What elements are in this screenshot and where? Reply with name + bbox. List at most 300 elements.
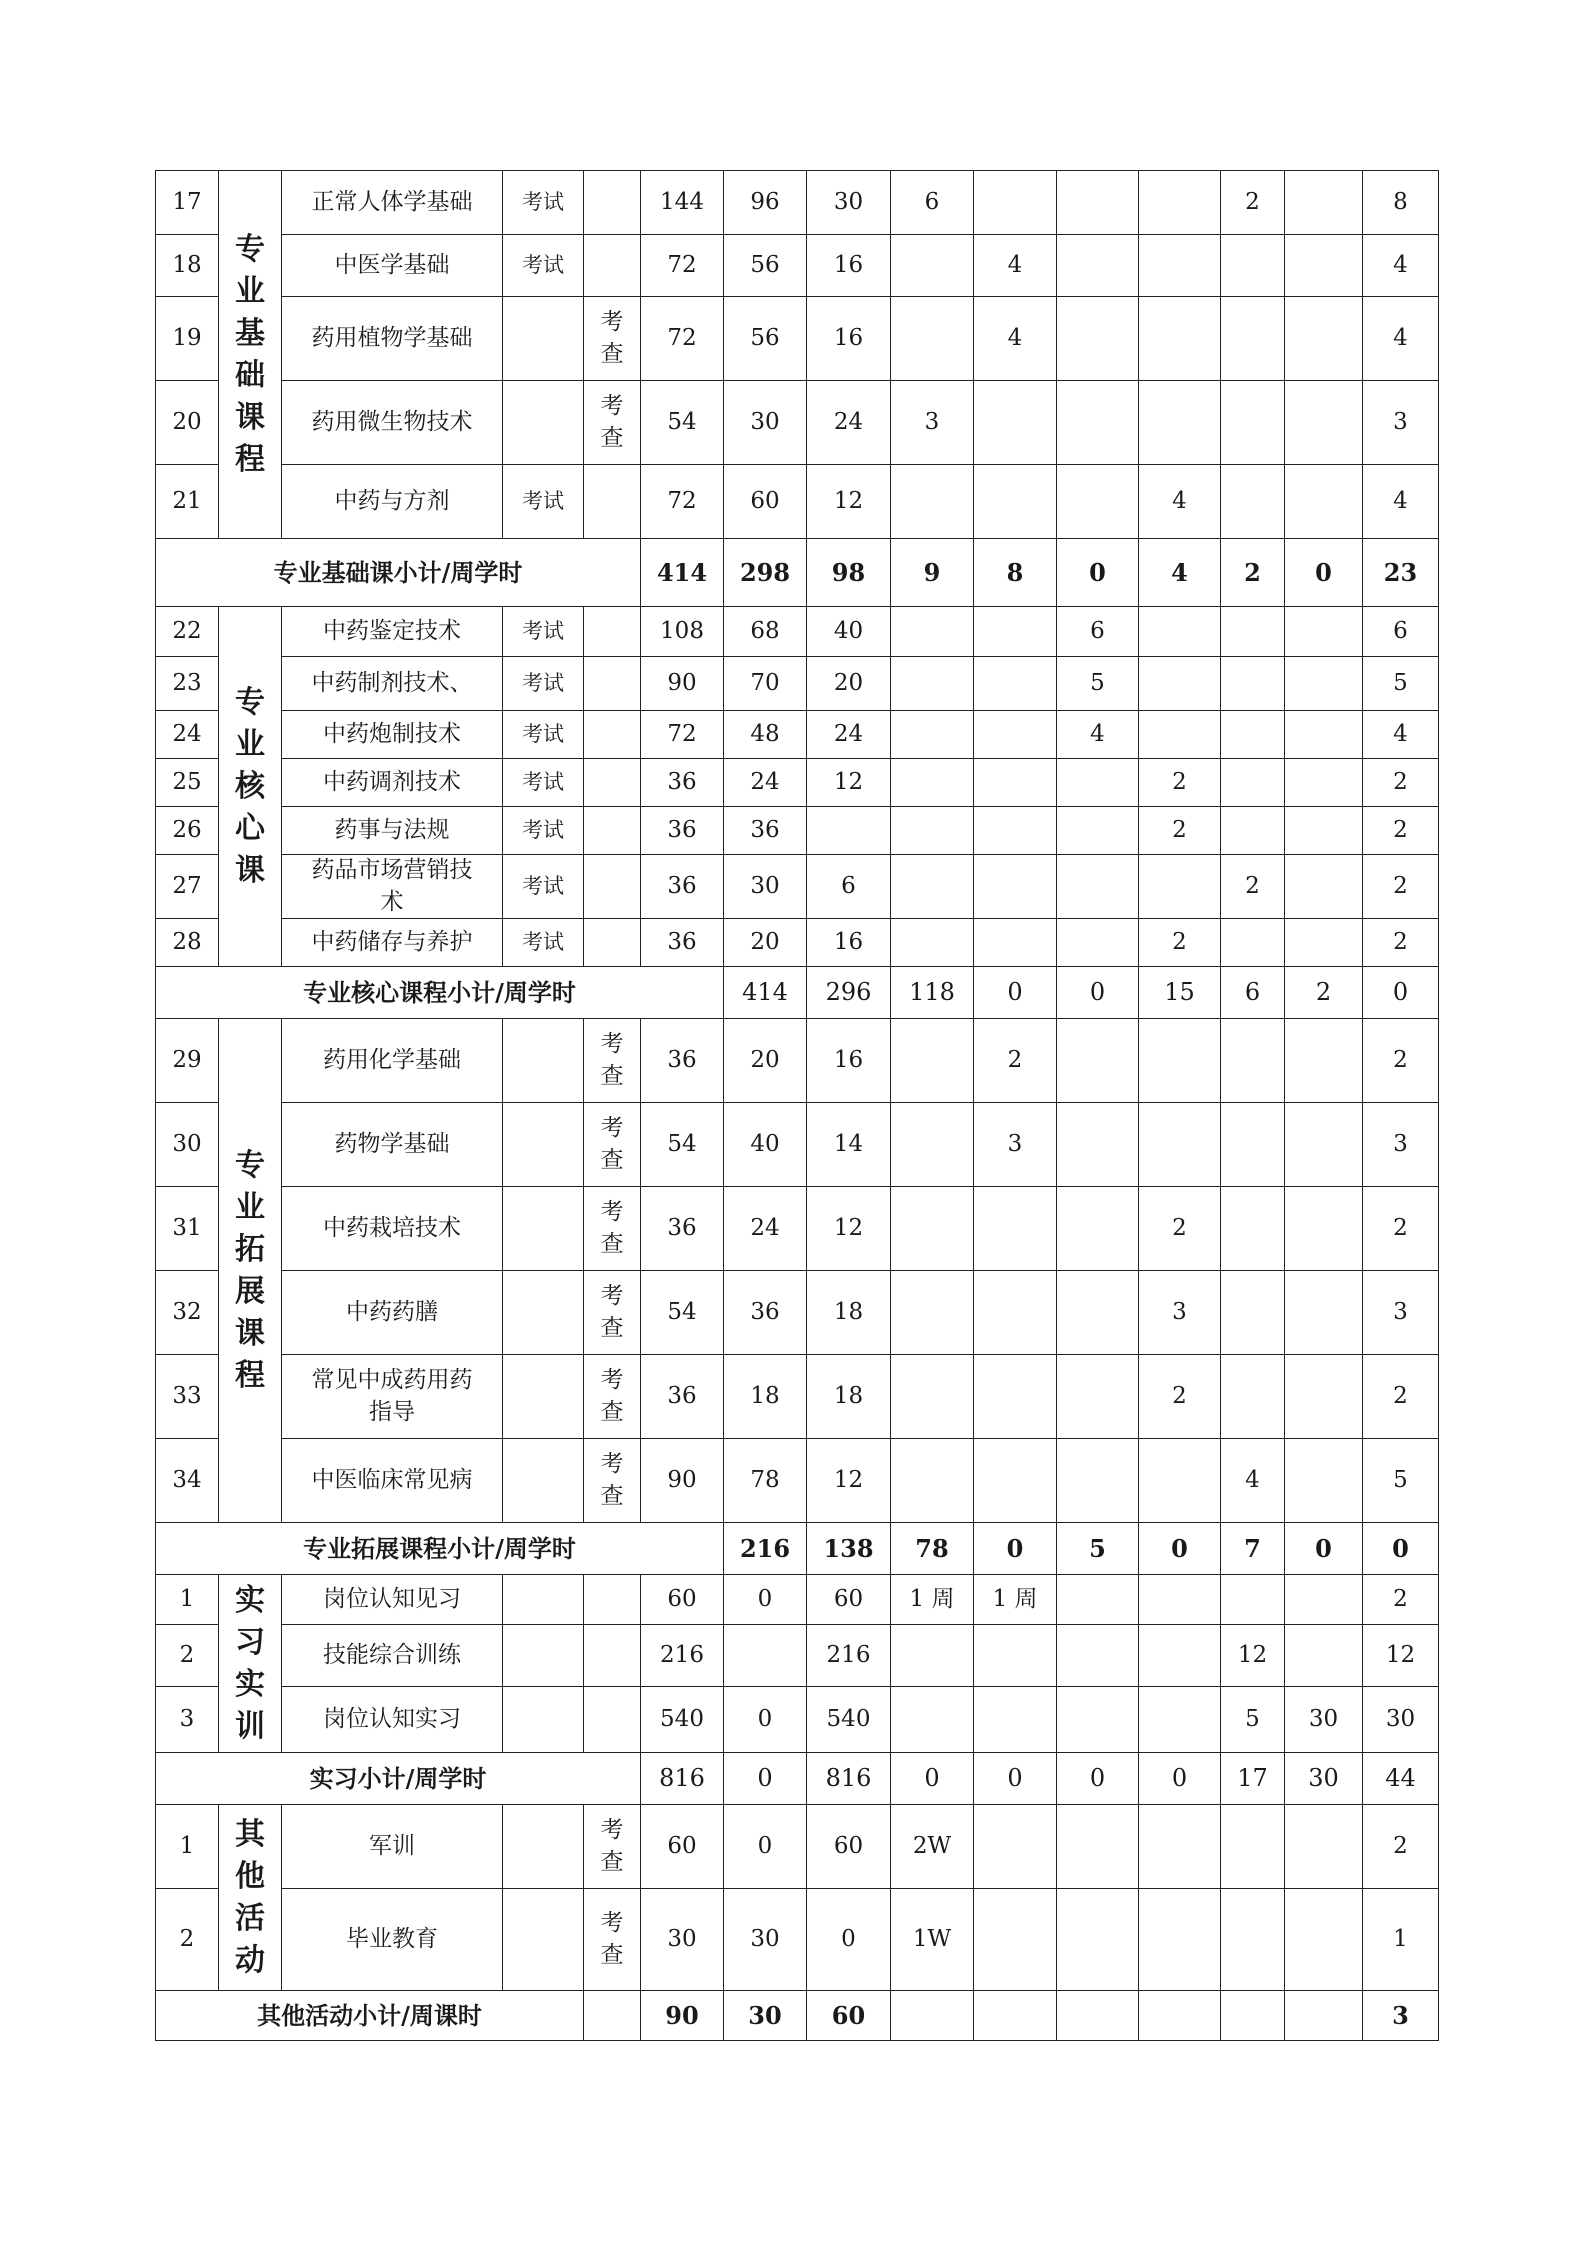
subtotal-value: 7 — [1221, 1523, 1285, 1575]
value-cell — [1285, 465, 1363, 539]
value-cell — [1057, 1575, 1139, 1625]
value-cell — [1057, 759, 1139, 807]
check-type-char: 考 — [600, 393, 624, 420]
course-name: 军训 — [282, 1805, 503, 1889]
row-number: 1 — [156, 1575, 219, 1625]
subtotal-value: 816 — [641, 1753, 724, 1805]
table-row — [156, 465, 1439, 539]
value-cell — [891, 711, 974, 759]
exam-type: 考试 — [503, 759, 584, 807]
subtotal-value: 2 — [1221, 539, 1285, 607]
row-number: 30 — [156, 1103, 219, 1187]
subtotal-label: 专业基础课小计/周学时 — [156, 539, 641, 607]
check-type-char: 查 — [600, 1062, 624, 1089]
value-cell: 48 — [724, 711, 807, 759]
value-cell — [1139, 1575, 1221, 1625]
exam-type: 考试 — [503, 465, 584, 539]
value-cell: 2 — [1363, 1019, 1439, 1103]
value-cell: 60 — [641, 1805, 724, 1889]
value-cell — [1057, 297, 1139, 381]
row-number: 29 — [156, 1019, 219, 1103]
value-cell: 36 — [641, 807, 724, 855]
subtotal-value: 414 — [724, 967, 807, 1019]
subtotal-value — [891, 1991, 974, 2041]
value-cell: 3 — [891, 381, 974, 465]
value-cell: 2 — [1221, 171, 1285, 235]
value-cell — [1285, 1889, 1363, 1991]
exam-type — [503, 1625, 584, 1687]
value-cell — [1139, 1805, 1221, 1889]
value-cell — [1057, 1625, 1139, 1687]
table-row — [156, 1355, 1439, 1439]
value-cell: 2 — [1139, 759, 1221, 807]
check-type-char: 查 — [600, 340, 624, 367]
course-name: 中医临床常见病 — [282, 1439, 503, 1523]
subtotal-value: 8 — [974, 539, 1057, 607]
course-name-line: 常见中成药用药 — [311, 1367, 473, 1394]
value-cell: 144 — [641, 171, 724, 235]
value-cell — [1221, 919, 1285, 967]
check-type-char: 查 — [600, 1230, 624, 1257]
value-cell — [1285, 759, 1363, 807]
value-cell: 3 — [1363, 1103, 1439, 1187]
group-title-char: 其 — [235, 1816, 265, 1852]
value-cell: 216 — [641, 1625, 724, 1687]
check-type — [584, 919, 641, 967]
subtotal-value: 78 — [891, 1523, 974, 1575]
value-cell — [1221, 381, 1285, 465]
subtotal-value: 0 — [1139, 1523, 1221, 1575]
course-name: 药事与法规 — [282, 807, 503, 855]
row-number: 19 — [156, 297, 219, 381]
check-type-char: 查 — [600, 1398, 624, 1425]
subtotal-label: 专业拓展课程小计/周学时 — [156, 1523, 724, 1575]
subtotal-row — [156, 1523, 1439, 1575]
course-name: 岗位认知见习 — [282, 1575, 503, 1625]
check-type — [584, 381, 641, 465]
value-cell: 70 — [724, 657, 807, 711]
group-title — [219, 1805, 282, 1991]
check-type — [584, 855, 641, 919]
value-cell — [974, 465, 1057, 539]
value-cell: 36 — [641, 759, 724, 807]
value-cell — [974, 1805, 1057, 1889]
subtotal-value: 3 — [1363, 1991, 1439, 2041]
subtotal-value — [1057, 1991, 1139, 2041]
group-title-char: 业 — [235, 273, 265, 309]
subtotal-value: 138 — [807, 1523, 891, 1575]
subtotal-value: 0 — [974, 967, 1057, 1019]
course-name: 中药炮制技术 — [282, 711, 503, 759]
value-cell: 2 — [974, 1019, 1057, 1103]
value-cell: 36 — [641, 855, 724, 919]
course-name: 中药与方剂 — [282, 465, 503, 539]
value-cell — [1221, 1103, 1285, 1187]
group-title-char: 程 — [235, 1357, 265, 1393]
check-type — [584, 1575, 641, 1625]
value-cell — [1221, 807, 1285, 855]
check-type-char: 查 — [600, 1941, 624, 1968]
value-cell — [1285, 1575, 1363, 1625]
check-type-char: 考 — [600, 1451, 624, 1478]
group-title-char: 专 — [235, 231, 265, 267]
subtotal-value — [1139, 1991, 1221, 2041]
subtotal-value: 0 — [724, 1753, 807, 1805]
value-cell: 2 — [1139, 807, 1221, 855]
subtotal-value: 4 — [1139, 539, 1221, 607]
course-name: 中药药膳 — [282, 1271, 503, 1355]
value-cell — [1285, 1271, 1363, 1355]
group-title-char: 核 — [235, 768, 265, 804]
value-cell: 2 — [1363, 759, 1439, 807]
check-type-char: 考 — [600, 1031, 624, 1058]
value-cell — [891, 235, 974, 297]
value-cell: 36 — [641, 1019, 724, 1103]
row-number: 31 — [156, 1187, 219, 1271]
value-cell — [891, 1625, 974, 1687]
subtotal-value: 5 — [1057, 1523, 1139, 1575]
value-cell: 12 — [807, 465, 891, 539]
value-cell: 4 — [974, 297, 1057, 381]
table-row — [156, 657, 1439, 711]
group-title-char: 课 — [235, 1315, 265, 1351]
value-cell: 16 — [807, 235, 891, 297]
value-cell: 2W — [891, 1805, 974, 1889]
table-row — [156, 235, 1439, 297]
course-name: 技能综合训练 — [282, 1625, 503, 1687]
group-title-char: 专 — [235, 1147, 265, 1183]
check-type-char: 查 — [600, 1146, 624, 1173]
check-type-char: 考 — [600, 309, 624, 336]
row-number: 25 — [156, 759, 219, 807]
value-cell — [974, 1889, 1057, 1991]
subtotal-value: 296 — [807, 967, 891, 1019]
value-cell — [1285, 657, 1363, 711]
subtotal-value: 118 — [891, 967, 974, 1019]
value-cell — [1221, 1271, 1285, 1355]
group-title — [219, 171, 282, 539]
value-cell — [974, 1439, 1057, 1523]
value-cell: 12 — [807, 1439, 891, 1523]
value-cell — [974, 759, 1057, 807]
value-cell — [1285, 807, 1363, 855]
row-number: 2 — [156, 1625, 219, 1687]
value-cell: 12 — [807, 759, 891, 807]
row-number: 32 — [156, 1271, 219, 1355]
subtotal-row — [156, 1991, 1439, 2041]
exam-type — [503, 1019, 584, 1103]
exam-type: 考试 — [503, 607, 584, 657]
value-cell: 4 — [1363, 465, 1439, 539]
value-cell: 2 — [1363, 855, 1439, 919]
table-row — [156, 1187, 1439, 1271]
value-cell — [1057, 1889, 1139, 1991]
value-cell — [1285, 171, 1363, 235]
value-cell: 4 — [974, 235, 1057, 297]
value-cell: 6 — [891, 171, 974, 235]
value-cell — [1221, 607, 1285, 657]
group-title — [219, 1019, 282, 1523]
table-row — [156, 1019, 1439, 1103]
value-cell: 36 — [641, 1355, 724, 1439]
value-cell: 12 — [807, 1187, 891, 1271]
value-cell — [1139, 1687, 1221, 1753]
value-cell — [1057, 1271, 1139, 1355]
value-cell — [891, 1019, 974, 1103]
table-row — [156, 919, 1439, 967]
group-title-char: 程 — [235, 441, 265, 477]
check-type-char: 查 — [600, 1314, 624, 1341]
value-cell: 2 — [1139, 919, 1221, 967]
value-cell — [1285, 1625, 1363, 1687]
course-name: 药物学基础 — [282, 1103, 503, 1187]
subtotal-value: 60 — [807, 1991, 891, 2041]
value-cell — [1139, 1625, 1221, 1687]
group-title-char: 专 — [235, 684, 265, 720]
check-type — [584, 465, 641, 539]
check-type — [584, 657, 641, 711]
value-cell: 3 — [1363, 381, 1439, 465]
subtotal-value: 0 — [974, 1753, 1057, 1805]
group-title-char: 课 — [235, 852, 265, 888]
subtotal-value: 30 — [1285, 1753, 1363, 1805]
exam-type — [503, 1187, 584, 1271]
exam-type — [503, 1103, 584, 1187]
check-type-char: 查 — [600, 424, 624, 451]
check-type — [584, 235, 641, 297]
row-number: 24 — [156, 711, 219, 759]
course-name-line: 术 — [380, 888, 404, 915]
subtotal-value: 30 — [724, 1991, 807, 2041]
value-cell — [1139, 297, 1221, 381]
value-cell: 54 — [641, 1271, 724, 1355]
value-cell: 2 — [1363, 1805, 1439, 1889]
value-cell: 16 — [807, 297, 891, 381]
value-cell: 2 — [1139, 1187, 1221, 1271]
value-cell: 16 — [807, 1019, 891, 1103]
value-cell: 1 — [1363, 1889, 1439, 1991]
row-number: 26 — [156, 807, 219, 855]
value-cell — [974, 919, 1057, 967]
value-cell: 40 — [724, 1103, 807, 1187]
value-cell — [1285, 1019, 1363, 1103]
check-type — [584, 759, 641, 807]
value-cell: 20 — [807, 657, 891, 711]
value-cell: 2 — [1221, 855, 1285, 919]
check-type-char: 考 — [600, 1283, 624, 1310]
row-number: 22 — [156, 607, 219, 657]
row-number: 34 — [156, 1439, 219, 1523]
value-cell — [1285, 919, 1363, 967]
value-cell — [1285, 1355, 1363, 1439]
value-cell — [1139, 711, 1221, 759]
subtotal-value: 2 — [1285, 967, 1363, 1019]
check-type — [584, 1019, 641, 1103]
subtotal-value: 0 — [974, 1523, 1057, 1575]
value-cell — [891, 1103, 974, 1187]
course-name: 药用化学基础 — [282, 1019, 503, 1103]
value-cell: 90 — [641, 657, 724, 711]
value-cell — [1221, 657, 1285, 711]
value-cell: 16 — [807, 919, 891, 967]
group-title-char: 课 — [235, 399, 265, 435]
value-cell — [1057, 1187, 1139, 1271]
subtotal-value — [1221, 1991, 1285, 2041]
row-number: 27 — [156, 855, 219, 919]
value-cell: 72 — [641, 465, 724, 539]
value-cell: 12 — [1363, 1625, 1439, 1687]
value-cell: 18 — [724, 1355, 807, 1439]
exam-type: 考试 — [503, 171, 584, 235]
value-cell — [1057, 171, 1139, 235]
value-cell: 30 — [724, 381, 807, 465]
value-cell: 108 — [641, 607, 724, 657]
table-row — [156, 1271, 1439, 1355]
group-title-char: 业 — [235, 1189, 265, 1225]
group-title-char: 展 — [235, 1273, 265, 1309]
group-title — [219, 1575, 282, 1753]
value-cell — [1285, 711, 1363, 759]
value-cell: 5 — [1221, 1687, 1285, 1753]
exam-type — [503, 1889, 584, 1991]
value-cell: 12 — [1221, 1625, 1285, 1687]
exam-type: 考试 — [503, 919, 584, 967]
empty-cell — [584, 1991, 641, 2041]
group-title-char: 训 — [235, 1708, 265, 1744]
value-cell: 18 — [807, 1271, 891, 1355]
value-cell: 14 — [807, 1103, 891, 1187]
course-name-line: 指导 — [369, 1398, 415, 1425]
subtotal-value: 816 — [807, 1753, 891, 1805]
value-cell — [1057, 235, 1139, 297]
value-cell: 36 — [641, 1187, 724, 1271]
table-row — [156, 1575, 1439, 1625]
value-cell — [1139, 1889, 1221, 1991]
group-title-char: 实 — [235, 1582, 265, 1618]
value-cell: 72 — [641, 297, 724, 381]
value-cell: 2 — [1363, 1187, 1439, 1271]
value-cell: 1 周 — [891, 1575, 974, 1625]
value-cell — [974, 807, 1057, 855]
value-cell — [1221, 1575, 1285, 1625]
check-type-char: 考 — [600, 1910, 624, 1937]
value-cell: 0 — [724, 1805, 807, 1889]
value-cell — [1139, 855, 1221, 919]
value-cell — [1057, 1019, 1139, 1103]
value-cell — [1057, 1103, 1139, 1187]
value-cell: 3 — [1363, 1271, 1439, 1355]
value-cell — [1221, 1187, 1285, 1271]
subtotal-value: 98 — [807, 539, 891, 607]
value-cell: 4 — [1363, 235, 1439, 297]
table-row — [156, 1805, 1439, 1889]
table-row — [156, 1625, 1439, 1687]
exam-type: 考试 — [503, 711, 584, 759]
subtotal-value: 9 — [891, 539, 974, 607]
subtotal-value — [974, 1991, 1057, 2041]
subtotal-value: 0 — [1139, 1753, 1221, 1805]
subtotal-value: 0 — [1057, 967, 1139, 1019]
value-cell — [1285, 297, 1363, 381]
value-cell — [891, 1271, 974, 1355]
value-cell — [1285, 235, 1363, 297]
row-number: 28 — [156, 919, 219, 967]
value-cell — [1139, 381, 1221, 465]
value-cell — [1221, 759, 1285, 807]
value-cell: 4 — [1057, 711, 1139, 759]
value-cell: 2 — [1363, 1355, 1439, 1439]
value-cell: 2 — [1363, 919, 1439, 967]
value-cell: 2 — [1363, 1575, 1439, 1625]
value-cell — [974, 1271, 1057, 1355]
value-cell: 3 — [1139, 1271, 1221, 1355]
value-cell — [1057, 855, 1139, 919]
course-name: 药用植物学基础 — [282, 297, 503, 381]
value-cell: 24 — [724, 1187, 807, 1271]
value-cell — [1221, 235, 1285, 297]
row-number: 3 — [156, 1687, 219, 1753]
check-type — [584, 1103, 641, 1187]
value-cell — [1139, 1019, 1221, 1103]
value-cell — [1285, 607, 1363, 657]
group-title-char: 业 — [235, 726, 265, 762]
row-number: 23 — [156, 657, 219, 711]
subtotal-value: 0 — [891, 1753, 974, 1805]
exam-type — [503, 1805, 584, 1889]
group-title-char: 动 — [235, 1942, 265, 1978]
exam-type — [503, 1575, 584, 1625]
exam-type — [503, 297, 584, 381]
value-cell: 6 — [1363, 607, 1439, 657]
value-cell: 4 — [1363, 711, 1439, 759]
check-type — [584, 1355, 641, 1439]
subtotal-value: 0 — [1057, 539, 1139, 607]
value-cell — [891, 807, 974, 855]
course-name: 药用微生物技术 — [282, 381, 503, 465]
value-cell — [891, 1187, 974, 1271]
check-type — [584, 1805, 641, 1889]
table-row — [156, 1687, 1439, 1753]
check-type-char: 查 — [600, 1848, 624, 1875]
value-cell — [1221, 1019, 1285, 1103]
group-title-char: 实 — [235, 1666, 265, 1702]
table-row — [156, 171, 1439, 235]
subtotal-row — [156, 967, 1439, 1019]
check-type-char: 考 — [600, 1817, 624, 1844]
table-row — [156, 1889, 1439, 1991]
row-number: 20 — [156, 381, 219, 465]
check-type-char: 考 — [600, 1367, 624, 1394]
check-type — [584, 1687, 641, 1753]
subtotal-value: 0 — [1285, 1523, 1363, 1575]
value-cell — [891, 1687, 974, 1753]
table-row — [156, 1103, 1439, 1187]
exam-type: 考试 — [503, 235, 584, 297]
exam-type: 考试 — [503, 657, 584, 711]
row-number: 33 — [156, 1355, 219, 1439]
value-cell — [891, 1439, 974, 1523]
check-type — [584, 1439, 641, 1523]
subtotal-value: 15 — [1139, 967, 1221, 1019]
value-cell: 2 — [1363, 807, 1439, 855]
course-name: 中药调剂技术 — [282, 759, 503, 807]
value-cell: 4 — [1221, 1439, 1285, 1523]
value-cell — [974, 1625, 1057, 1687]
value-cell: 72 — [641, 711, 724, 759]
value-cell — [1057, 919, 1139, 967]
value-cell — [974, 381, 1057, 465]
course-schedule-table — [155, 170, 1439, 2041]
